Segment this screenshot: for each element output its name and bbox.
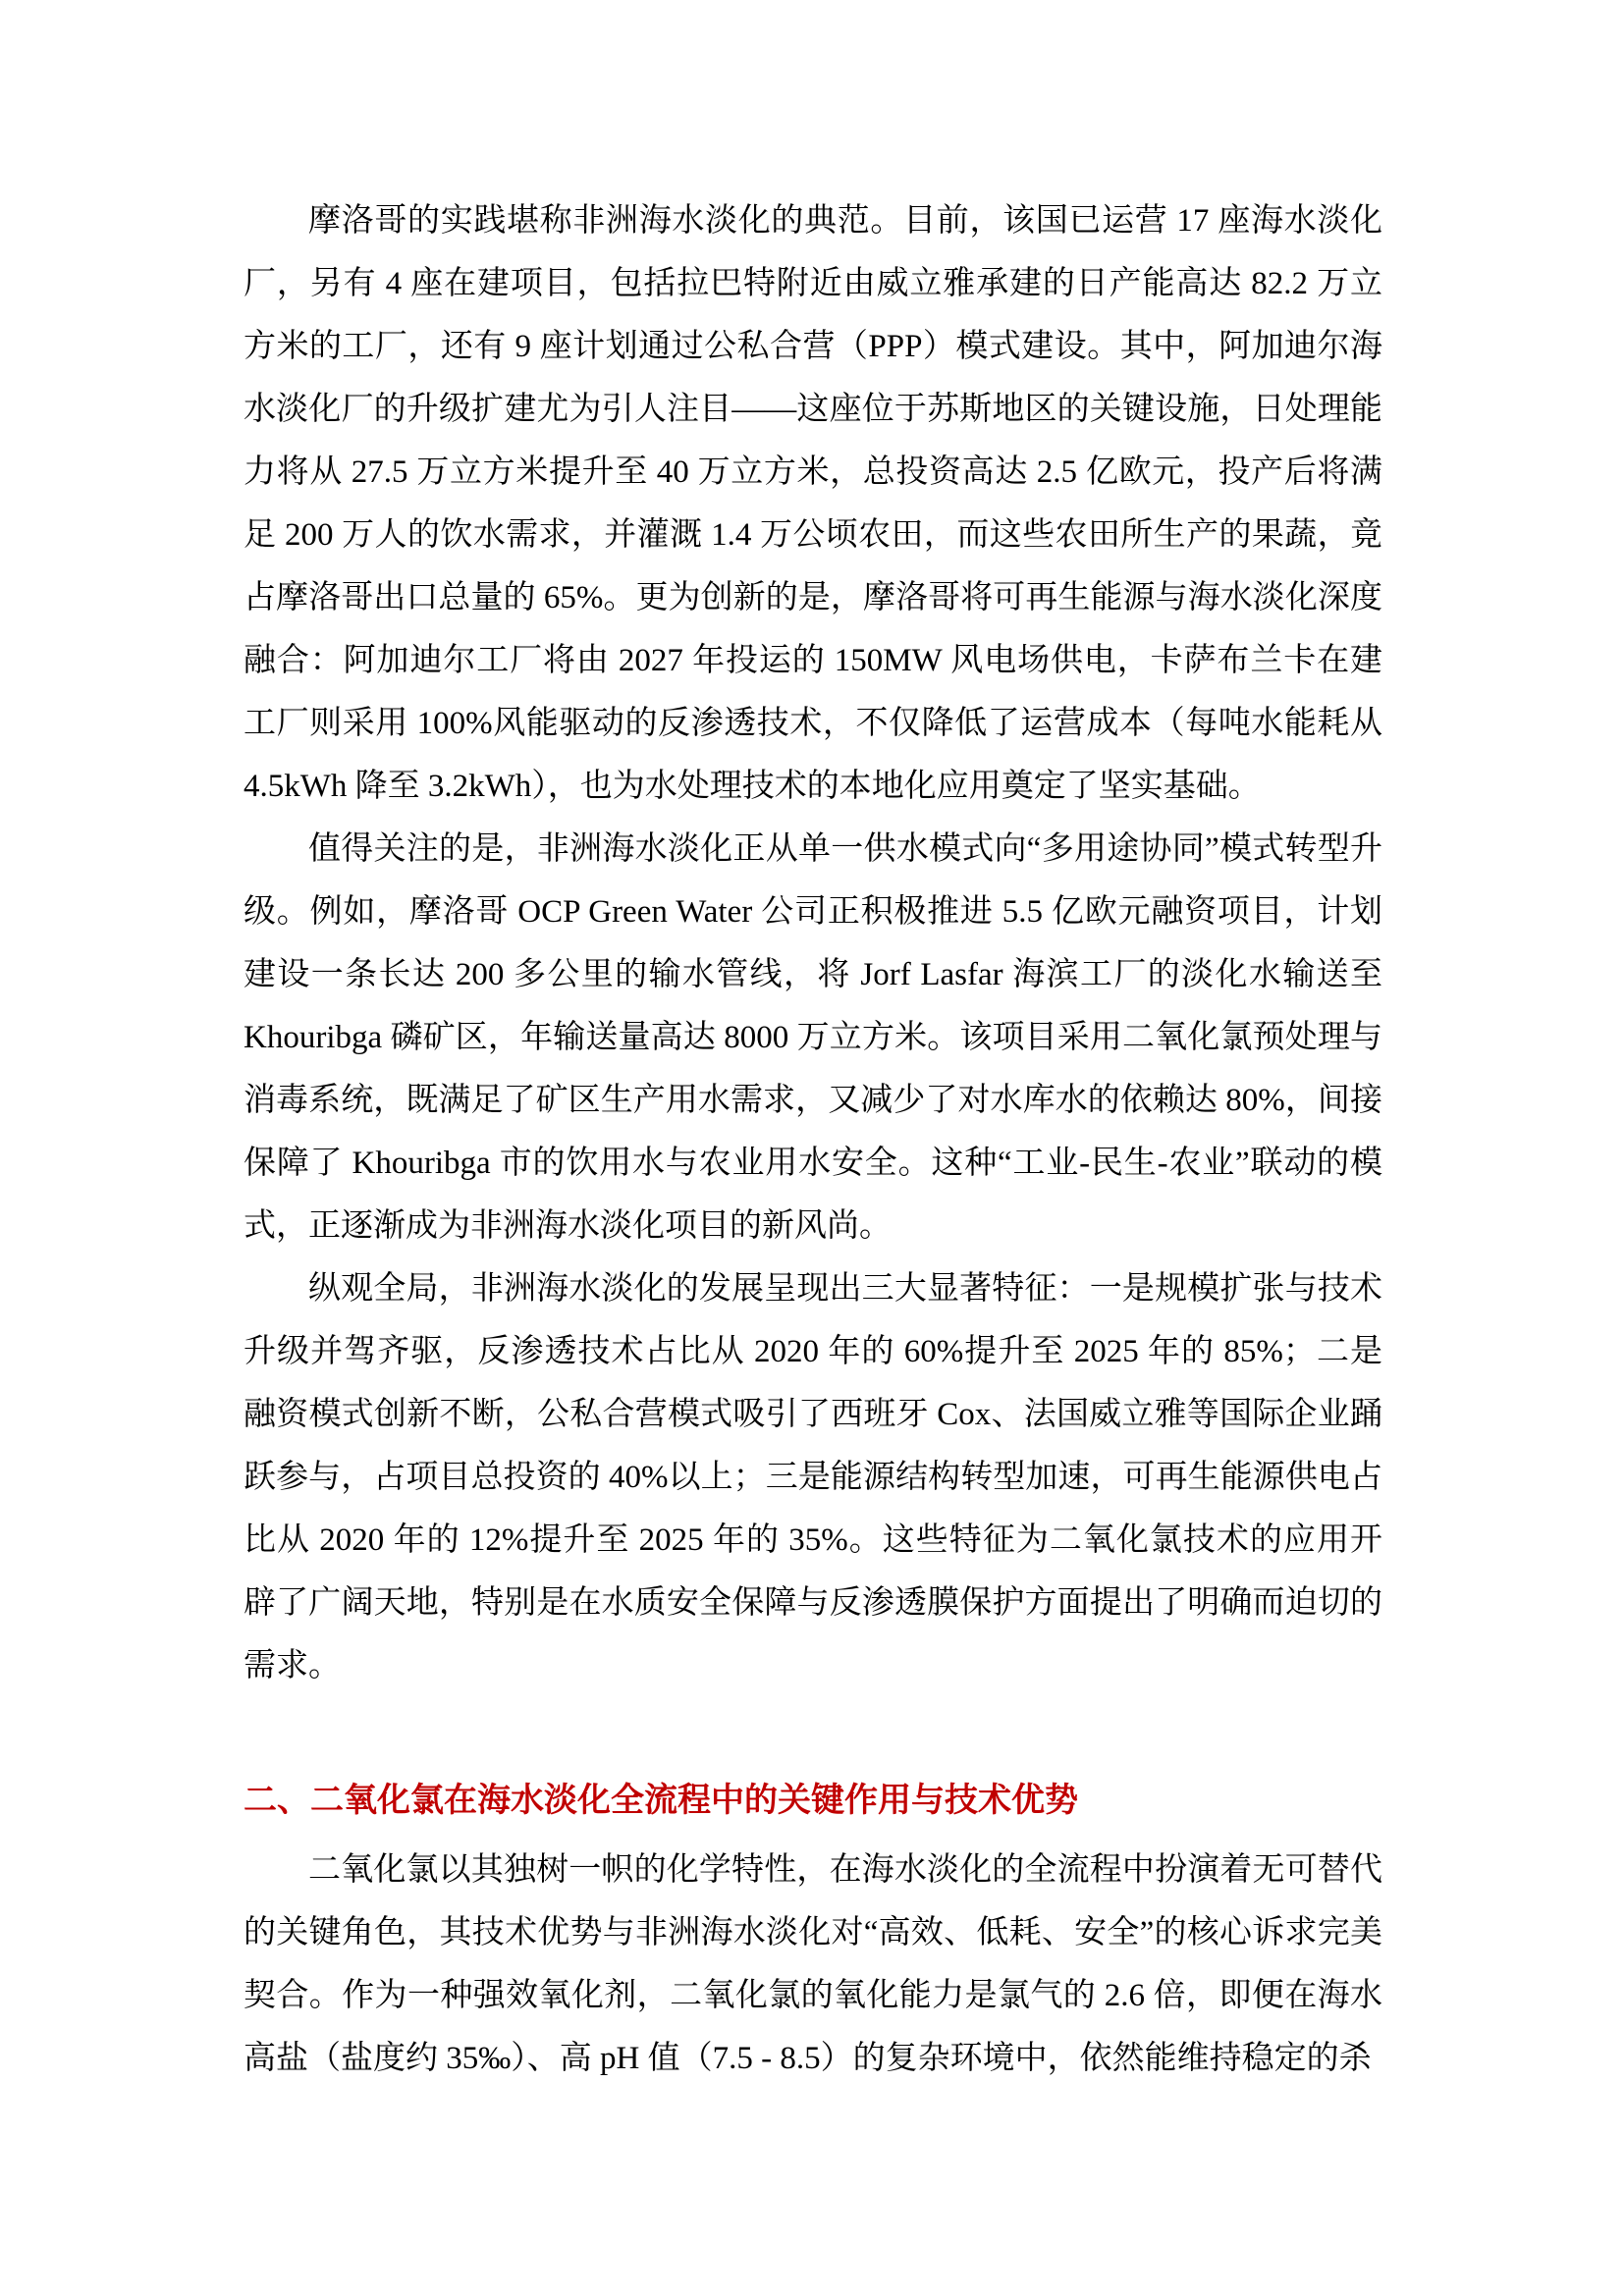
paragraph-multi-use-trend: 值得关注的是，非洲海水淡化正从单一供水模式向“多用途协同”模式转型升级。例如，摩洛哥 OCP Green Water 公司正积极推进 5.5 亿欧元融资项目，计划建设一条长达 200 多公里的输水管线，将 Jorf Lasfar 海滨工厂的淡化水输送至 Khouribga 磷矿区，年输送量高达 8000 万立方米。该项目采用二氧化氯预处理与消毒系统，既满足了矿区生产用水需求，又减少了对水库水的依赖达 80%，间接保障了 Khouribga 市的饮用水与农业用水安全。这种“工业-民生-农业”联动的模式，正逐渐成为非洲海水淡化项目的新风尚。 xyxy=(244,831,1382,1244)
paragraph-morocco-overview: 摩洛哥的实践堪称非洲海水淡化的典范。目前，该国已运营 17 座海水淡化厂，另有 4 座在建项目，包括拉巴特附近由威立雅承建的日产能高达 82.2 万立方米的工厂，还有 9 座计划通过公私合营（PPP）模式建设。其中，阿加迪尔海水淡化厂的升级扩建尤为引人注目——这座位于苏斯地区的关键设施，日处理能力将从 27.5 万立方米提升至 40 万立方米，总投资高达 2.5 亿欧元，投产后将满足 200 万人的饮水需求，并灌溉 1.4 万公顷农田，而这些农田所生产的果蔬，竟占摩洛哥出口总量的 65%。更为创新的是，摩洛哥将可再生能源与海水淡化深度融合：阿加迪尔工厂将由 2027 年投运的 150MW 风电场供电，卡萨布兰卡在建工厂则采用 100%风能驱动的反渗透技术，不仅降低了运营成本（每吨水能耗从 4.5kWh 降至 3.2kWh），也为水处理技术的本地化应用奠定了坚实基础。 xyxy=(244,203,1382,804)
paragraph-three-features: 纵观全局，非洲海水淡化的发展呈现出三大显著特征：一是规模扩张与技术升级并驾齐驱，反渗透技术占比从 2020 年的 60%提升至 2025 年的 85%；二是融资模式创新不断，公私合营模式吸引了西班牙 Cox、法国威立雅等国际企业踊跃参与，占项目总投资的 40%以上；三是能源结构转型加速，可再生能源供电占比从 2020 年的 12%提升至 2025 年的 35%。这些特征为二氧化氯技术的应用开辟了广阔天地，特别是在水质安全保障与反渗透膜保护方面提出了明确而迫切的需求。 xyxy=(244,1271,1382,1683)
document-body xyxy=(244,189,1382,2090)
section-heading: 二、二氧化氯在海水淡化全流程中的关键作用与技术优势 xyxy=(244,1783,1078,1819)
paragraph-chlorine-dioxide-role: 二氧化氯以其独树一帜的化学特性，在海水淡化的全流程中扮演着无可替代的关键角色，其技术优势与非洲海水淡化对“高效、低耗、安全”的核心诉求完美契合。作为一种强效氧化剂，二氧化氯的氧化能力是氯气的 2.6 倍，即便在海水高盐（盐度约 35‰）、高 pH 值（7.5 - 8.5）的复杂环境中，依然能维持稳定的杀 xyxy=(244,1852,1382,2076)
